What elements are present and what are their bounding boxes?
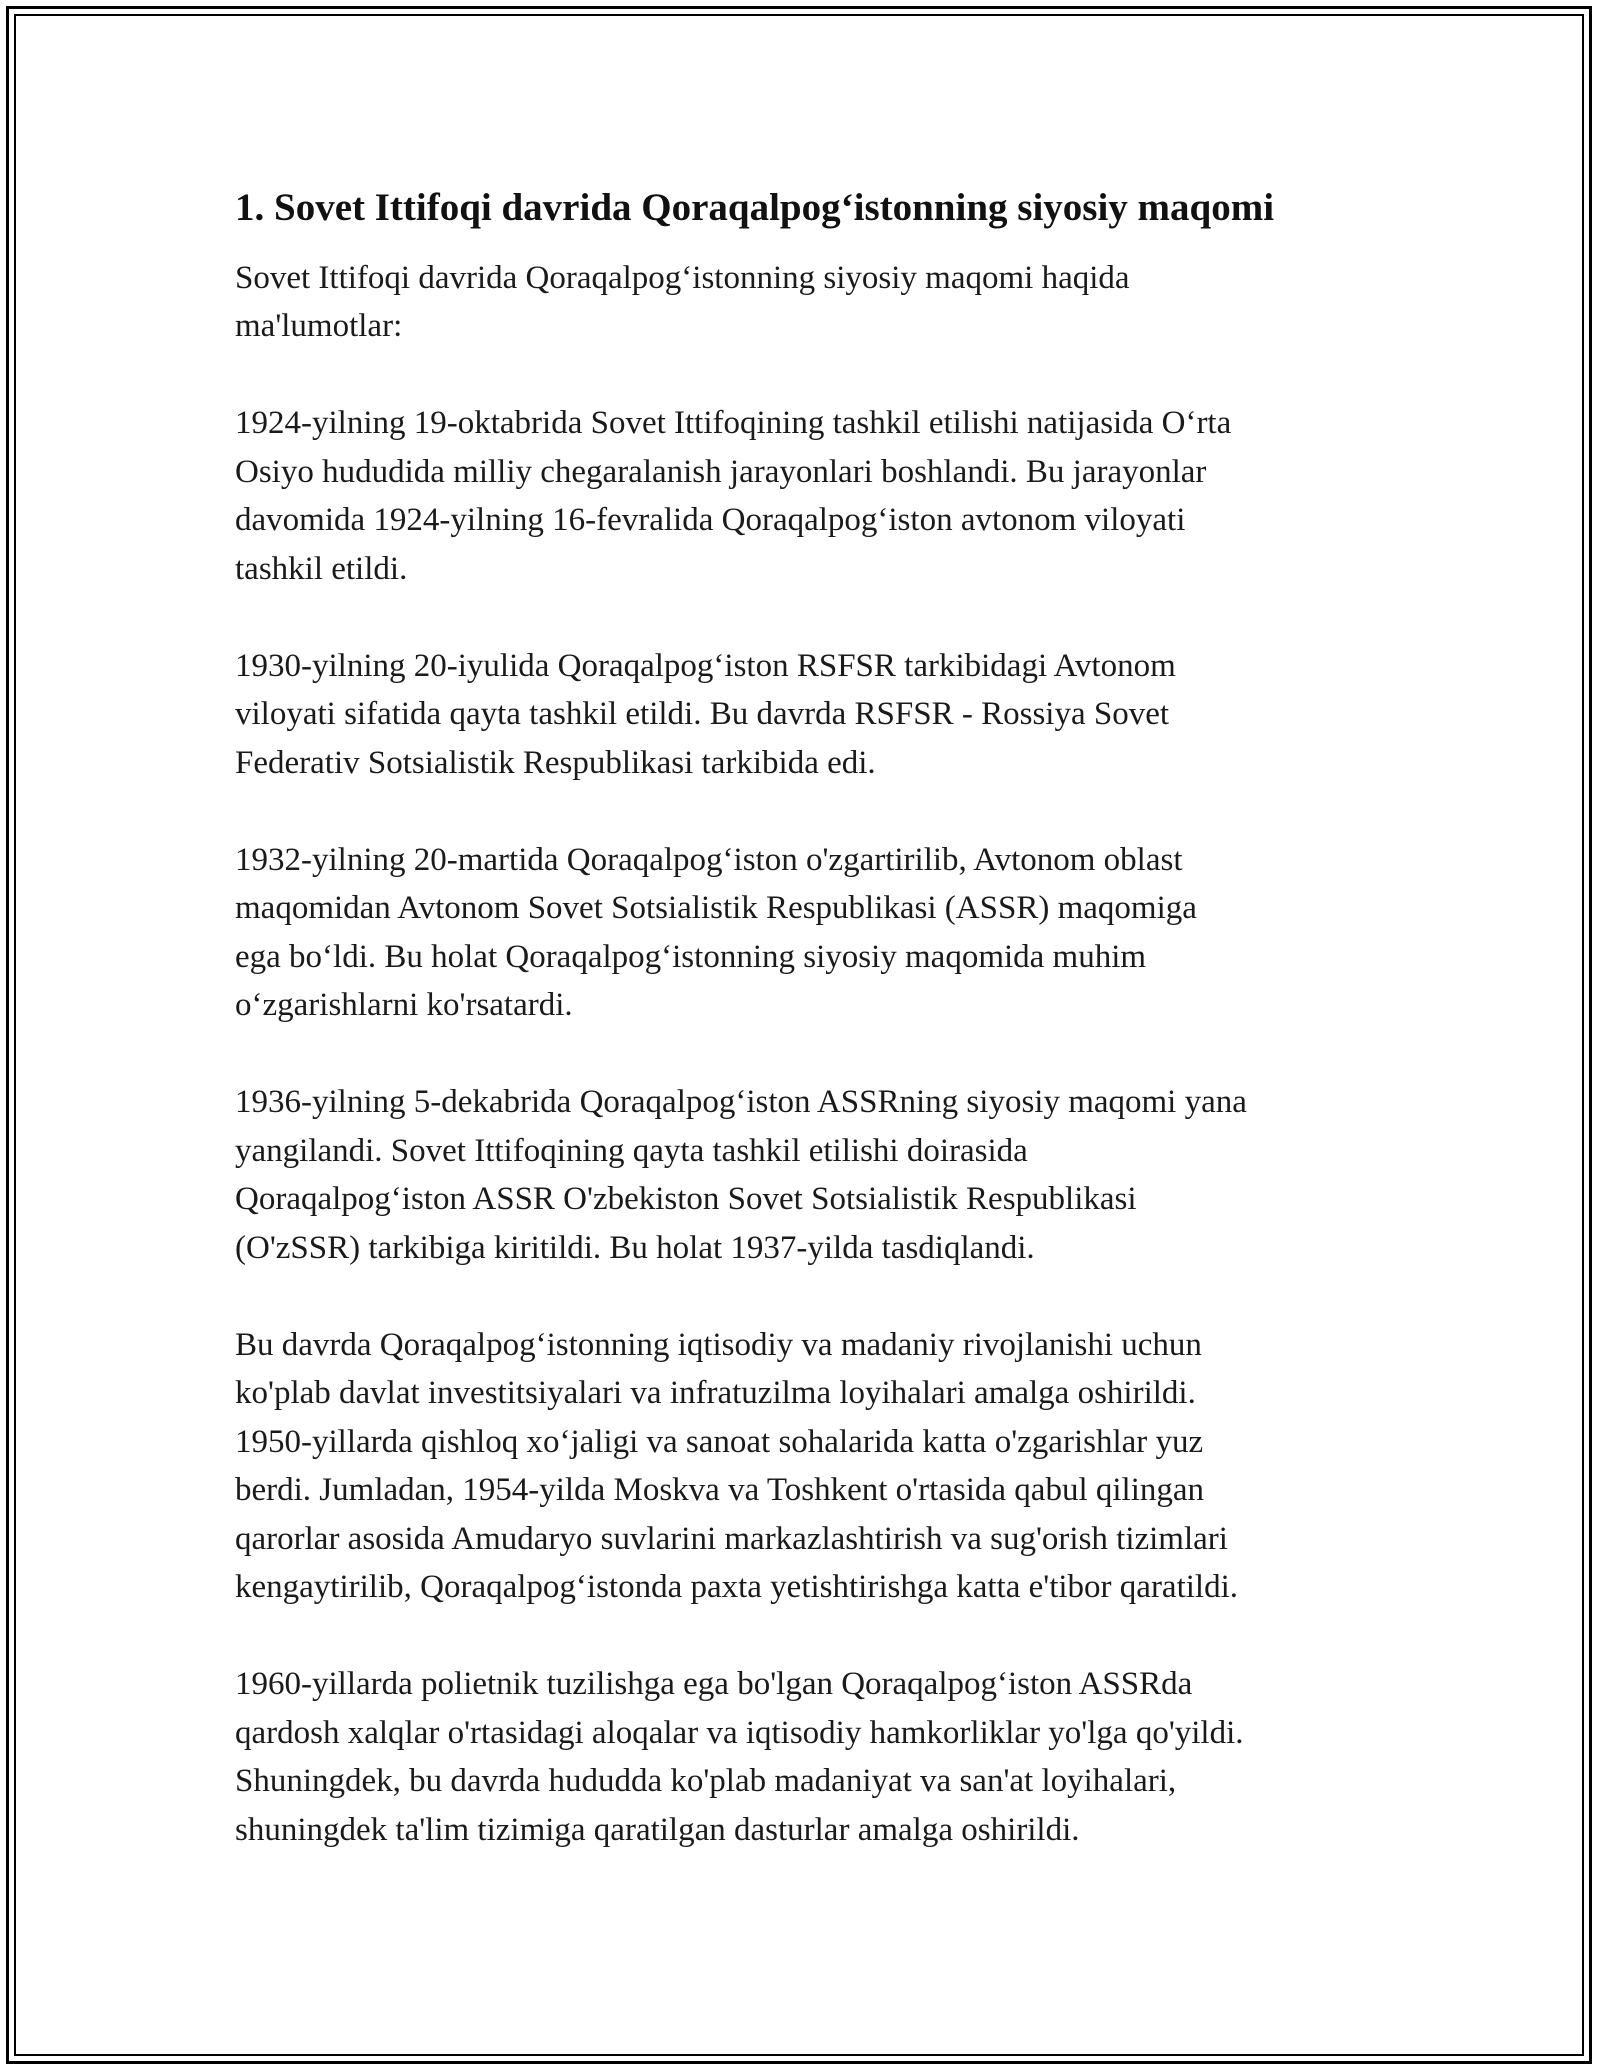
paragraph-1960: 1960-yillarda polietnik tuzilishga ega bo'lgan Qoraqalpog‘iston ASSRda qardosh xalqlar o'rtasidagi aloqalar va iqtisodiy hamkorliklar yo'lga qo'yildi. Shuningdek, bu davrda hududda ko'plab madaniyat va san'at loyihalari, shuningdek ta'lim tizimiga qaratilgan dasturlar amalga oshirildi.	[235, 1666, 1244, 1848]
document-body	[235, 185, 1375, 1903]
paragraph-intro: Sovet Ittifoqi davrida Qoraqalpog‘istonning siyosiy maqomi haqida ma'lumotlar:	[235, 259, 1130, 345]
paragraph-1932: 1932-yilning 20-martida Qoraqalpog‘iston o'zgartirilib, Avtonom oblast maqomidan Avtonom Sovet Sotsialistik Respublikasi (ASSR) maqomiga ega bo‘ldi. Bu holat Qoraqalpog‘istonning siyosiy maqomida muhim o‘zgarishlarni ko'rsatardi.	[235, 841, 1197, 1024]
paragraph-1930: 1930-yilning 20-iyulida Qoraqalpog‘iston RSFSR tarkibidagi Avtonom viloyati sifatida qayta tashkil etildi. Bu davrda RSFSR - Rossiya Sovet Federativ Sotsialistik Respublikasi tarkibida edi.	[235, 647, 1176, 781]
paragraph-1924: 1924-yilning 19-oktabrida Sovet Ittifoqining tashkil etilishi natijasida O‘rta Osiyo hududida milliy chegaralanish jarayonlari boshlandi. Bu jarayonlar davomida 1924-yilning 16-fevralida Qoraqalpog‘iston avtonom viloyati tashkil etildi.	[235, 405, 1232, 587]
paragraph-1936: 1936-yilning 5-dekabrida Qoraqalpog‘iston ASSRning siyosiy maqomi yana yangilandi. Sovet Ittifoqining qayta tashkil etilishi doirasida Qoraqalpog‘iston ASSR O'zbekiston Sovet Sotsialistik Respublikasi (O'zSSR) tarkibiga kiritildi. Bu holat 1937-yilda tasdiqlandi.	[235, 1084, 1247, 1266]
paragraph-development: Bu davrda Qoraqalpog‘istonning iqtisodiy va madaniy rivojlanishi uchun ko'plab davlat investitsiyalari va infratuzilma loyihalari amalga oshirildi. 1950-yillarda qishloq xo‘jaligi va sanoat sohalarida katta o'zgarishlar yuz berdi. Jumladan, 1954-yilda Moskva va Toshkent o'rtasida qabul qilingan qarorlar asosida Amudaryo suvlarini markazlashtirish va sug'orish tizimlari kengaytirilib, Qoraqalpog‘istonda paxta yetishtirishga katta e'tibor qaratildi.	[235, 1326, 1239, 1606]
section-heading: 1. Sovet Ittifoqi davrida Qoraqalpog‘istonning siyosiy maqomi	[235, 186, 1275, 229]
